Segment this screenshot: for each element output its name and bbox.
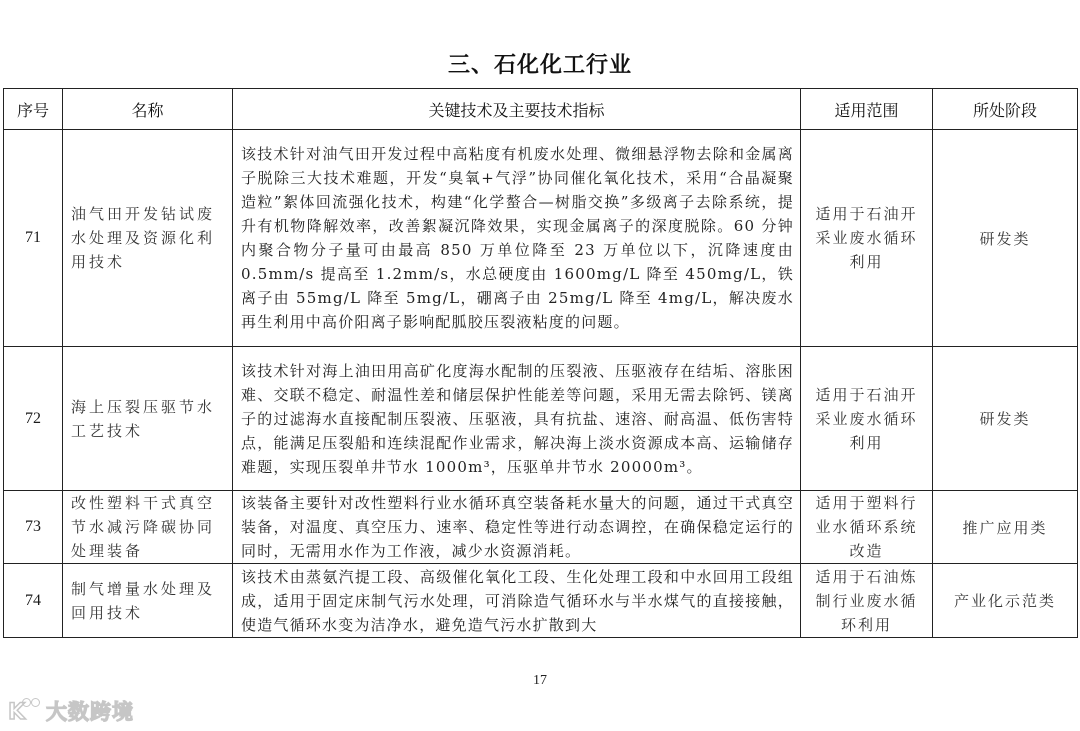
table-row [4, 347, 1078, 491]
row-name: 制气增量水处理及回用技术 [63, 564, 233, 638]
row-tech: 该技术针对海上油田用高矿化度海水配制的压裂液、压驱液存在结垢、溶胀困难、交联不稳定、耐温性差和储层保护性能差等问题，采用无需去除钙、镁离子的过滤海水直接配制压裂液、压驱液，具有抗盐、速溶、耐高温、低伤害特点，能满足压裂船和连续混配作业需求，解决海上淡水资源成本高、运输储存难题，实现压裂单井节水 1000m³，压驱单井节水 20000m³。 [233, 347, 801, 491]
watermark-text: 大数跨境 [46, 700, 134, 724]
technology-table [3, 88, 1078, 638]
header-no: 序号 [4, 89, 63, 130]
table-row [4, 564, 1078, 638]
row-no: 71 [4, 130, 63, 347]
row-name: 海上压裂压驱节水工艺技术 [63, 347, 233, 491]
row-tech: 该技术针对油气田开发过程中高粘度有机废水处理、微细悬浮物去除和金属离子脱除三大技术难题，开发“臭氧+气浮”协同催化氧化技术，采用“合晶凝聚造粒”絮体回流强化技术，构建“化学螯合—树脂交换”多级离子去除系统，提升有机物降解效率，改善絮凝沉降效果，实现金属离子的深度脱除。60 分钟内聚合物分子量可由最高 850 万单位降至 23 万单位以下，沉降速度由 0.5mm/s 提高至 1.2mm/s，水总硬度由 1600mg/L 降至 450mg/L，铁离子由 55mg/L 降至 5mg/L，硼离子由 25mg/L 降至 4mg/L，解决废水再生利用中高价阳离子影响配胍胶压裂液粘度的问题。 [233, 130, 801, 347]
watermark [8, 696, 134, 726]
row-no: 72 [4, 347, 63, 491]
table-header-row [4, 89, 1078, 130]
row-scope: 适用于塑料行业水循环系统改造 [801, 491, 933, 564]
k100-logo-icon: K [8, 698, 42, 724]
row-scope: 适用于石油开采业废水循环利用 [801, 347, 933, 491]
page-number: 17 [533, 673, 547, 688]
header-name: 名称 [63, 89, 233, 130]
header-tech: 关键技术及主要技术指标 [233, 89, 801, 130]
header-scope: 适用范围 [801, 89, 933, 130]
section-title: 三、石化化工行业 [447, 53, 632, 78]
row-tech: 该装备主要针对改性塑料行业水循环真空装备耗水量大的问题，通过干式真空装备，对温度、真空压力、速率、稳定性等进行动态调控，在确保稳定运行的同时，无需用水作为工作液，减少水资源消耗。 [233, 491, 801, 564]
row-scope: 适用于石油炼制行业废水循环利用 [801, 564, 933, 638]
row-stage: 产业化示范类 [933, 564, 1078, 638]
row-stage: 推广应用类 [933, 491, 1078, 564]
row-name: 改性塑料干式真空节水减污降碳协同处理装备 [63, 491, 233, 564]
row-tech: 该技术由蒸氨汽提工段、高级催化氧化工段、生化处理工段和中水回用工段组成，适用于固定床制气污水处理，可消除造气循环水与半水煤气的直接接触，使造气循环水变为洁净水，避免造气污水扩散到大 [233, 564, 801, 638]
table-row [4, 130, 1078, 347]
table-row [4, 491, 1078, 564]
row-no: 73 [4, 491, 63, 564]
row-stage: 研发类 [933, 347, 1078, 491]
row-scope: 适用于石油开采业废水循环利用 [801, 130, 933, 347]
row-name: 油气田开发钻试废水处理及资源化利用技术 [63, 130, 233, 347]
row-no: 74 [4, 564, 63, 638]
header-stage: 所处阶段 [933, 89, 1078, 130]
row-stage: 研发类 [933, 130, 1078, 347]
